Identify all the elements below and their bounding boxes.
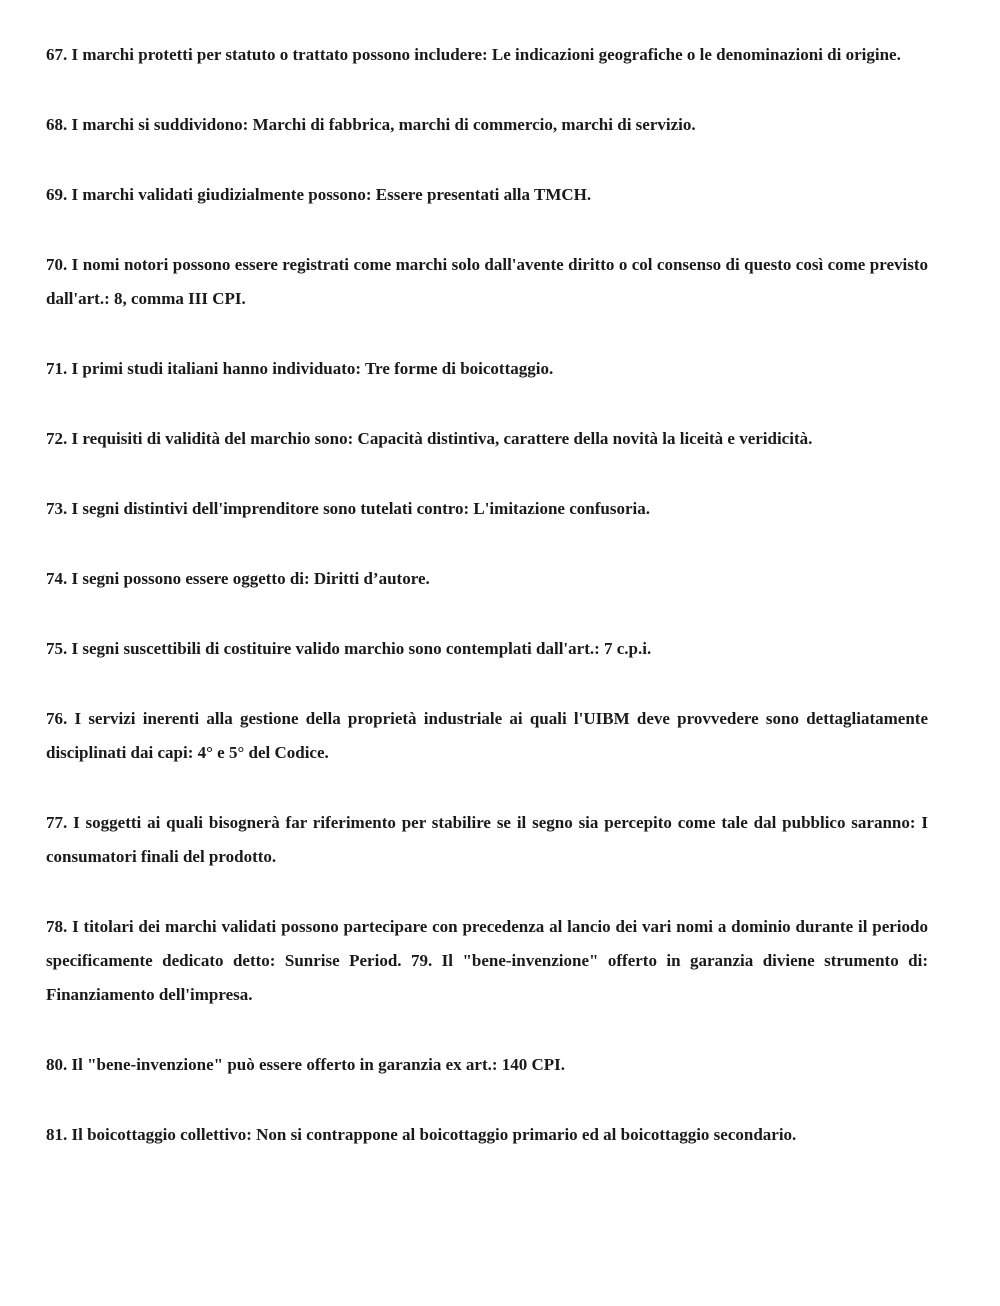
entry-70: 70. I nomi notori possono essere registrati come marchi solo dall'avente diritto o col consenso di questo così come previsto dall'art.: 8, comma III CPI.: [46, 255, 928, 308]
entry-71: 71. I primi studi italiani hanno individuato: Tre forme di boicottaggio.: [46, 359, 554, 378]
entry-80: 80. Il "bene-invenzione" può essere offerto in garanzia ex art.: 140 CPI.: [46, 1055, 566, 1074]
entry-74: 74. I segni possono essere oggetto di: Diritti d’autore.: [46, 569, 430, 588]
entry-73: 73. I segni distintivi dell'imprenditore sono tutelati contro: L'imitazione confusoria.: [46, 499, 650, 518]
entry-68: 68. I marchi si suddividono: Marchi di fabbrica, marchi di commercio, marchi di servizio.: [46, 115, 696, 134]
entry-81: 81. Il boicottaggio collettivo: Non si contrappone al boicottaggio primario ed al boicottaggio secondario.: [46, 1125, 797, 1144]
entry-78-79: 78. I titolari dei marchi validati possono partecipare con precedenza al lancio dei vari nomi a dominio durante il periodo specificamente dedicato detto: Sunrise Period. 79. Il "bene-invenzione" offerto in garanzia diviene strumento di: Finanziamento dell'impresa.: [46, 917, 928, 1004]
entry-67: 67. I marchi protetti per statuto o trattato possono includere: Le indicazioni geografiche o le denominazioni di origine.: [46, 45, 901, 64]
entry-72: 72. I requisiti di validità del marchio sono: Capacità distintiva, carattere della novità la liceità e veridicità.: [46, 429, 813, 448]
entry-75: 75. I segni suscettibili di costituire valido marchio sono contemplati dall'art.: 7 c.p.i.: [46, 639, 652, 658]
entry-77: 77. I soggetti ai quali bisognerà far riferimento per stabilire se il segno sia percepito come tale dal pubblico saranno: I consumatori finali del prodotto.: [46, 813, 928, 866]
entry-76: 76. I servizi inerenti alla gestione della proprietà industriale ai quali l'UIBM deve provvedere sono dettagliatamente disciplinati dai capi: 4° e 5° del Codice.: [46, 709, 928, 762]
entry-69: 69. I marchi validati giudizialmente possono: Essere presentati alla TMCH.: [46, 185, 592, 204]
